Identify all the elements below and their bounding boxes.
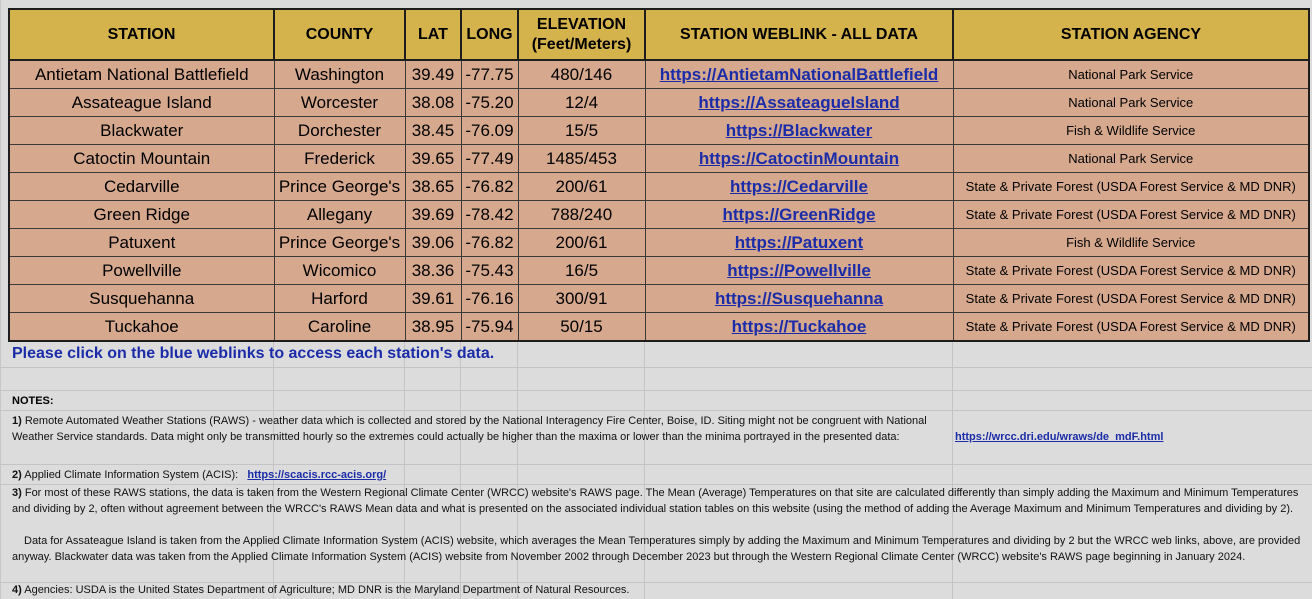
header-county[interactable]: COUNTY [274, 9, 405, 60]
header-lat[interactable]: LAT [405, 9, 461, 60]
table-row [9, 173, 1309, 201]
weblink-cell[interactable] [645, 60, 953, 89]
wrcc-weblink[interactable]: https://wrcc.dri.edu/wraws/de_mdF.html [955, 431, 1164, 443]
stations-table [8, 8, 1310, 342]
elevation-cell[interactable]: 50/15 [518, 313, 645, 342]
elevation-cell[interactable]: 15/5 [518, 117, 645, 145]
agency-cell[interactable]: State & Private Forest (USDA Forest Service & MD DNR) [953, 201, 1309, 229]
station-weblink[interactable]: https://GreenRidge [722, 204, 876, 224]
long-cell[interactable]: -75.20 [461, 89, 518, 117]
agency-cell[interactable]: State & Private Forest (USDA Forest Service & MD DNR) [953, 257, 1309, 285]
table-row [9, 89, 1309, 117]
header-station[interactable]: STATION [9, 9, 274, 60]
note-3-text: For most of these RAWS stations, the data is taken from the Western Regional Climate Center (WRCC) website's RAWS page. The Mean (Average) Temperatures on that site are calculated differently than simply adding the Maximum and Minimum Temperatures and dividing by 2, often without agreement between the WRCC's RAWS Mean data and what is presented on the associated individual station tables on this website (using the method of adding the Average Maximum and Minimum Temperatures and dividing by 2). [12, 487, 1299, 515]
station-weblink[interactable]: https://Cedarville [730, 176, 868, 196]
agency-cell[interactable]: State & Private Forest (USDA Forest Service & MD DNR) [953, 285, 1309, 313]
table-row [9, 229, 1309, 257]
header-long[interactable]: LONG [461, 9, 518, 60]
table-row [9, 257, 1309, 285]
station-weblink[interactable]: https://Blackwater [725, 120, 873, 140]
table-row [9, 60, 1309, 89]
elevation-cell[interactable]: 480/146 [518, 60, 645, 89]
note-2-number: 2) [12, 469, 22, 481]
station-cell[interactable]: Susquehanna [9, 285, 274, 313]
weblink-cell[interactable] [645, 229, 953, 257]
lat-cell[interactable]: 38.08 [405, 89, 461, 117]
header-elevation-line2: (Feet/Meters) [531, 35, 632, 53]
long-cell[interactable]: -76.82 [461, 173, 518, 201]
elevation-cell[interactable]: 16/5 [518, 257, 645, 285]
agency-cell[interactable]: State & Private Forest (USDA Forest Service & MD DNR) [953, 313, 1309, 342]
weblink-cell[interactable] [645, 145, 953, 173]
station-weblink[interactable]: https://Patuxent [734, 232, 864, 252]
gridline [0, 410, 1312, 411]
long-cell[interactable]: -76.16 [461, 285, 518, 313]
long-cell[interactable]: -76.09 [461, 117, 518, 145]
agency-cell[interactable]: National Park Service [953, 145, 1309, 173]
elevation-cell[interactable]: 300/91 [518, 285, 645, 313]
lat-cell[interactable]: 38.95 [405, 313, 461, 342]
note-3 [12, 485, 1308, 517]
note-1-number: 1) [12, 415, 22, 427]
station-cell[interactable]: Blackwater [9, 117, 274, 145]
header-weblink[interactable]: STATION WEBLINK - ALL DATA [645, 9, 953, 60]
header-elevation-line1: ELEVATION [536, 15, 627, 33]
station-cell[interactable]: Powellville [9, 257, 274, 285]
note-4-text: Agencies: USDA is the United States Department of Agriculture; MD DNR is the Maryland Department of Natural Resources. [24, 584, 630, 596]
county-cell[interactable]: Harford [274, 285, 405, 313]
station-weblink[interactable]: https://AntietamNationalBattlefield [659, 64, 939, 84]
gridline [0, 390, 1312, 391]
elevation-cell[interactable]: 200/61 [518, 173, 645, 201]
header-elevation[interactable] [518, 9, 645, 60]
agency-cell[interactable]: National Park Service [953, 89, 1309, 117]
long-cell[interactable]: -78.42 [461, 201, 518, 229]
note-3b-text: Data for Assateague Island is taken from the Applied Climate Information System (ACIS) website, which averages the Mean Temperatures simply by adding the Maximum and Minimum Temperatures and dividing by 2 but the WRCC web links, above, are provided anyway. Blackwater data was taken from the Applied Climate Information System (ACIS) website from November 2002 through December 2023 but through the Western Regional Climate Center (WRCC) website's RAWS page beginning in January 2024. [12, 535, 1301, 563]
weblink-cell[interactable] [645, 89, 953, 117]
lat-cell[interactable]: 38.45 [405, 117, 461, 145]
long-cell[interactable]: -76.82 [461, 229, 518, 257]
click-instruction: Please click on the blue weblinks to access each station's data. [12, 345, 495, 362]
station-cell[interactable]: Antietam National Battlefield [9, 60, 274, 89]
agency-cell[interactable]: Fish & Wildlife Service [953, 229, 1309, 257]
station-cell[interactable]: Catoctin Mountain [9, 145, 274, 173]
station-cell[interactable]: Assateague Island [9, 89, 274, 117]
long-cell[interactable]: -75.43 [461, 257, 518, 285]
station-weblink[interactable]: https://CatoctinMountain [698, 148, 900, 168]
table-row [9, 285, 1309, 313]
county-cell[interactable]: Dorchester [274, 117, 405, 145]
station-weblink[interactable]: https://Powellville [727, 260, 871, 280]
weblink-cell[interactable] [645, 117, 953, 145]
gridline [0, 367, 1312, 368]
station-weblink[interactable]: https://Susquehanna [714, 288, 884, 308]
station-cell[interactable]: Green Ridge [9, 201, 274, 229]
weblink-cell[interactable] [645, 257, 953, 285]
lat-cell[interactable]: 39.65 [405, 145, 461, 173]
station-cell[interactable]: Cedarville [9, 173, 274, 201]
note-3b [12, 533, 1308, 565]
lat-cell[interactable]: 38.36 [405, 257, 461, 285]
long-cell[interactable]: -77.75 [461, 60, 518, 89]
note-4 [12, 582, 1012, 598]
elevation-cell[interactable]: 788/240 [518, 201, 645, 229]
lat-cell[interactable]: 39.06 [405, 229, 461, 257]
long-cell[interactable]: -75.94 [461, 313, 518, 342]
county-cell[interactable]: Frederick [274, 145, 405, 173]
county-cell[interactable]: Allegany [274, 201, 405, 229]
note-1 [12, 413, 942, 445]
county-cell[interactable]: Caroline [274, 313, 405, 342]
header-agency[interactable]: STATION AGENCY [953, 9, 1309, 60]
note-2 [12, 467, 712, 483]
county-cell[interactable]: Worcester [274, 89, 405, 117]
table-row [9, 201, 1309, 229]
lat-cell[interactable]: 38.65 [405, 173, 461, 201]
elevation-cell[interactable]: 1485/453 [518, 145, 645, 173]
header-row [9, 9, 1309, 60]
note-4-number: 4) [12, 584, 22, 596]
weblink-cell[interactable] [645, 173, 953, 201]
notes-title: NOTES: [12, 395, 54, 407]
county-cell[interactable]: Wicomico [274, 257, 405, 285]
lat-cell[interactable]: 39.49 [405, 60, 461, 89]
note-3-number: 3) [12, 487, 22, 499]
agency-cell[interactable]: Fish & Wildlife Service [953, 117, 1309, 145]
gridline [0, 464, 1312, 465]
station-cell[interactable]: Tuckahoe [9, 313, 274, 342]
weblink-cell[interactable] [645, 285, 953, 313]
long-cell[interactable]: -77.49 [461, 145, 518, 173]
lat-cell[interactable]: 39.61 [405, 285, 461, 313]
note-1-text: Remote Automated Weather Stations (RAWS) - weather data which is collected and stored by the National Interagency Fire Center, Boise, ID. Siting might not be congruent with National Weather Service standards. Data might only be transmitted hourly so the extremes could actually be higher than the maxima or lower than the minima portrayed in the presented data: [12, 415, 927, 443]
elevation-cell[interactable]: 200/61 [518, 229, 645, 257]
station-weblink[interactable]: https://AssateagueIsland [698, 92, 900, 112]
weblink-cell[interactable] [645, 201, 953, 229]
county-cell[interactable]: Prince George's [274, 173, 405, 201]
table-row [9, 313, 1309, 342]
acis-weblink[interactable]: https://scacis.rcc-acis.org/ [247, 469, 387, 481]
station-weblink[interactable]: https://Tuckahoe [731, 316, 867, 336]
county-cell[interactable]: Prince George's [274, 229, 405, 257]
elevation-cell[interactable]: 12/4 [518, 89, 645, 117]
lat-cell[interactable]: 39.69 [405, 201, 461, 229]
agency-cell[interactable]: National Park Service [953, 60, 1309, 89]
table-row [9, 117, 1309, 145]
station-cell[interactable]: Patuxent [9, 229, 274, 257]
agency-cell[interactable]: State & Private Forest (USDA Forest Service & MD DNR) [953, 173, 1309, 201]
table-row [9, 145, 1309, 173]
county-cell[interactable]: Washington [274, 60, 405, 89]
note-2-text: Applied Climate Information System (ACIS): [24, 469, 239, 481]
weblink-cell[interactable] [645, 313, 953, 342]
